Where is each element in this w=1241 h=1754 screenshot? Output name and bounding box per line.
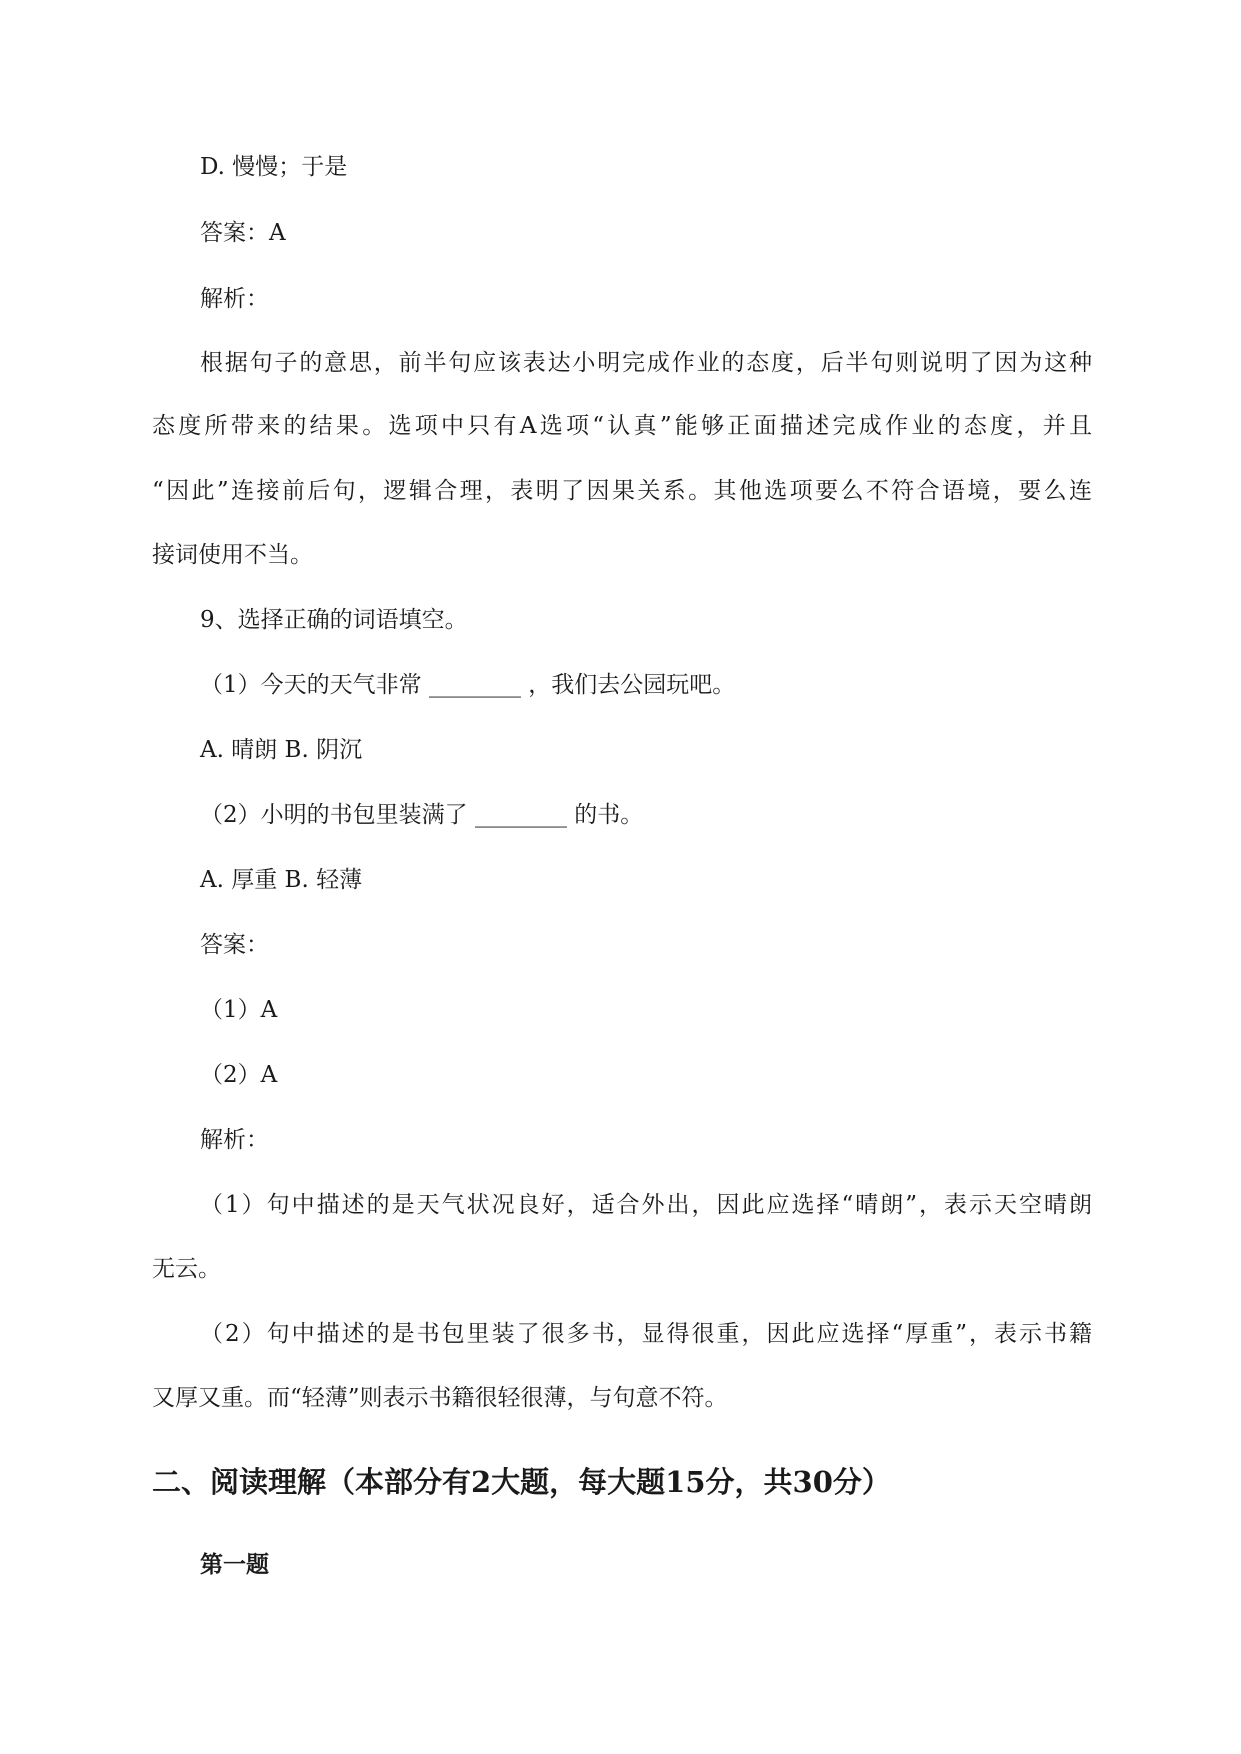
- q9-analysis-label: 解析：: [200, 1127, 269, 1153]
- q9-answer2: （2）A: [200, 1062, 278, 1088]
- option-d: D. 慢慢；于是: [200, 154, 348, 180]
- q9-analysis-line: 又厚又重。而“轻薄”则表示书籍很轻很薄，与句意不符。: [152, 1385, 728, 1411]
- q8-analysis-line: 接词使用不当。: [152, 542, 313, 568]
- q8-analysis-line: 态度所带来的结果。选项中只有A选项“认真”能够正面描述完成作业的态度，并且: [152, 413, 1092, 439]
- q8-answer: 答案：A: [200, 220, 286, 246]
- q9-item2: （2）小明的书包里装满了 ________ 的书。: [200, 802, 644, 828]
- q9-question: 9、选择正确的词语填空。: [200, 607, 468, 633]
- q8-analysis-label: 解析：: [200, 286, 269, 312]
- q9-answer1: （1）A: [200, 997, 278, 1023]
- q8-analysis-line: 根据句子的意思，前半句应该表达小明完成作业的态度，后半句则说明了因为这种: [200, 350, 1092, 376]
- q9-item2-options: A. 厚重 B. 轻薄: [200, 867, 363, 893]
- first-question-title: 第一题: [200, 1551, 269, 1578]
- section-heading: 二、阅读理解（本部分有2大题，每大题15分，共30分）: [152, 1465, 891, 1499]
- q9-item1: （1）今天的天气非常 ________ ，我们去公园玩吧。: [200, 672, 736, 698]
- q8-analysis-line: “因此”连接前后句，逻辑合理，表明了因果关系。其他选项要么不符合语境，要么连: [152, 478, 1092, 504]
- q9-analysis-line: （1）句中描述的是天气状况良好，适合外出，因此应选择“晴朗”，表示天空晴朗: [200, 1192, 1092, 1218]
- q9-answer-label: 答案：: [200, 932, 269, 958]
- q9-analysis-line: 无云。: [152, 1256, 221, 1282]
- q9-analysis-line: （2）句中描述的是书包里装了很多书，显得很重，因此应选择“厚重”，表示书籍: [200, 1321, 1092, 1347]
- q9-item1-options: A. 晴朗 B. 阴沉: [200, 737, 363, 763]
